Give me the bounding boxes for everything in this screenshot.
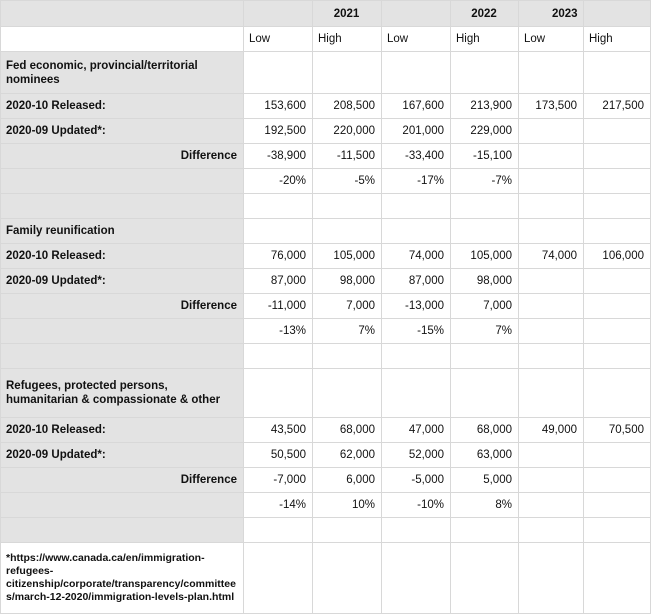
difference-value: 5,000 — [451, 468, 519, 493]
empty-cell — [313, 518, 382, 543]
percent-value: 8% — [451, 493, 519, 518]
empty-cell — [584, 219, 651, 244]
col-header: Low — [244, 27, 313, 52]
empty-cell — [519, 169, 584, 194]
percent-row — [1, 493, 651, 518]
released-value: 105,000 — [313, 244, 382, 269]
percent-value: -5% — [313, 169, 382, 194]
empty-cell — [382, 219, 451, 244]
section-title: Family reunification — [1, 219, 244, 244]
empty-cell — [313, 194, 382, 219]
empty-cell — [519, 344, 584, 369]
empty-cell — [584, 344, 651, 369]
empty-cell — [584, 493, 651, 518]
empty-cell — [313, 344, 382, 369]
difference-row — [1, 144, 651, 169]
empty-cell — [519, 518, 584, 543]
updated-value: 192,500 — [244, 119, 313, 144]
empty-cell — [584, 194, 651, 219]
updated-value: 220,000 — [313, 119, 382, 144]
difference-label: Difference — [1, 144, 244, 169]
low-high-row — [1, 27, 651, 52]
released-value: 74,000 — [382, 244, 451, 269]
released-value: 153,600 — [244, 94, 313, 119]
empty-cell — [519, 52, 584, 94]
released-row — [1, 418, 651, 443]
difference-value: -38,900 — [244, 144, 313, 169]
empty-cell — [382, 194, 451, 219]
released-value: 76,000 — [244, 244, 313, 269]
released-label: 2020-10 Released: — [1, 94, 244, 119]
percent-label — [1, 493, 244, 518]
released-value: 105,000 — [451, 244, 519, 269]
spacer-row — [1, 518, 651, 543]
released-value: 43,500 — [244, 418, 313, 443]
percent-row — [1, 319, 651, 344]
updated-value: 62,000 — [313, 443, 382, 468]
empty-cell — [519, 119, 584, 144]
subheader-label-cell — [1, 27, 244, 52]
empty-cell — [519, 219, 584, 244]
col-header: High — [584, 27, 651, 52]
released-value: 70,500 — [584, 418, 651, 443]
year-2023-label: 2023 — [552, 7, 578, 20]
empty-cell — [519, 543, 584, 614]
percent-value: -15% — [382, 319, 451, 344]
year-2022-low — [382, 1, 451, 27]
percent-label — [1, 319, 244, 344]
empty-cell — [519, 144, 584, 169]
section-title: Refugees, protected persons, humanitarian & compassionate & other — [1, 369, 244, 418]
empty-cell — [584, 369, 651, 418]
empty-cell — [313, 543, 382, 614]
empty-cell — [451, 52, 519, 94]
percent-row — [1, 169, 651, 194]
empty-cell — [584, 269, 651, 294]
spacer-label — [1, 344, 244, 369]
sections-body — [1, 52, 651, 543]
updated-value: 52,000 — [382, 443, 451, 468]
updated-value: 87,000 — [244, 269, 313, 294]
empty-cell — [451, 369, 519, 418]
col-header: High — [451, 27, 519, 52]
empty-cell — [451, 518, 519, 543]
section-title-row — [1, 369, 651, 418]
released-value: 106,000 — [584, 244, 651, 269]
released-value: 208,500 — [313, 94, 382, 119]
empty-cell — [584, 468, 651, 493]
spacer-row — [1, 344, 651, 369]
updated-value: 63,000 — [451, 443, 519, 468]
empty-cell — [244, 369, 313, 418]
updated-label: 2020-09 Updated*: — [1, 443, 244, 468]
released-label: 2020-10 Released: — [1, 244, 244, 269]
percent-value: -14% — [244, 493, 313, 518]
released-row — [1, 94, 651, 119]
empty-cell — [451, 543, 519, 614]
empty-cell — [244, 518, 313, 543]
empty-cell — [244, 194, 313, 219]
section-title-row — [1, 52, 651, 94]
section-title-row — [1, 219, 651, 244]
footnote-text: *https://www.canada.ca/en/immigration-refugees-citizenship/corporate/transparency/committees/march-12-2020/immigration-levels-plan.html — [1, 543, 244, 614]
empty-cell — [382, 369, 451, 418]
released-value: 74,000 — [519, 244, 584, 269]
difference-row — [1, 294, 651, 319]
released-value: 173,500 — [519, 94, 584, 119]
empty-cell — [584, 294, 651, 319]
empty-cell — [519, 468, 584, 493]
difference-value: -33,400 — [382, 144, 451, 169]
updated-value: 229,000 — [451, 119, 519, 144]
empty-cell — [382, 543, 451, 614]
empty-cell — [244, 219, 313, 244]
empty-cell — [519, 369, 584, 418]
difference-value: 7,000 — [451, 294, 519, 319]
empty-cell — [382, 518, 451, 543]
empty-cell — [519, 443, 584, 468]
spacer-row — [1, 194, 651, 219]
difference-value: -7,000 — [244, 468, 313, 493]
difference-row — [1, 468, 651, 493]
updated-value: 50,500 — [244, 443, 313, 468]
updated-label: 2020-09 Updated*: — [1, 269, 244, 294]
percent-value: 7% — [451, 319, 519, 344]
updated-row — [1, 443, 651, 468]
empty-cell — [313, 52, 382, 94]
difference-value: -15,100 — [451, 144, 519, 169]
released-label: 2020-10 Released: — [1, 418, 244, 443]
empty-cell — [519, 319, 584, 344]
released-row — [1, 244, 651, 269]
difference-label: Difference — [1, 294, 244, 319]
empty-cell — [313, 369, 382, 418]
empty-cell — [584, 119, 651, 144]
footnote-row — [1, 543, 651, 614]
col-header: Low — [382, 27, 451, 52]
updated-value: 87,000 — [382, 269, 451, 294]
empty-cell — [451, 344, 519, 369]
year-header-row — [1, 1, 651, 27]
empty-cell — [244, 543, 313, 614]
year-2023 — [552, 1, 651, 27]
empty-cell — [584, 518, 651, 543]
empty-cell — [519, 294, 584, 319]
percent-value: 7% — [313, 319, 382, 344]
percent-label — [1, 169, 244, 194]
percent-value: -10% — [382, 493, 451, 518]
updated-label: 2020-09 Updated*: — [1, 119, 244, 144]
empty-cell — [382, 344, 451, 369]
updated-value: 201,000 — [382, 119, 451, 144]
released-value: 47,000 — [382, 418, 451, 443]
empty-cell — [519, 269, 584, 294]
released-value: 68,000 — [451, 418, 519, 443]
section-title: Fed economic, provincial/territorial nominees — [1, 52, 244, 94]
difference-value: -5,000 — [382, 468, 451, 493]
difference-label: Difference — [1, 468, 244, 493]
empty-cell — [244, 344, 313, 369]
empty-cell — [451, 219, 519, 244]
col-header: Low — [519, 27, 584, 52]
updated-row — [1, 119, 651, 144]
empty-cell — [584, 144, 651, 169]
released-value: 49,000 — [519, 418, 584, 443]
empty-cell — [584, 543, 651, 614]
empty-cell — [584, 319, 651, 344]
empty-cell — [519, 194, 584, 219]
percent-value: -17% — [382, 169, 451, 194]
released-value: 68,000 — [313, 418, 382, 443]
difference-value: 6,000 — [313, 468, 382, 493]
empty-cell — [244, 52, 313, 94]
updated-value: 98,000 — [313, 269, 382, 294]
difference-value: -13,000 — [382, 294, 451, 319]
difference-value: -11,500 — [313, 144, 382, 169]
released-value: 217,500 — [584, 94, 651, 119]
percent-value: 10% — [313, 493, 382, 518]
difference-value: 7,000 — [313, 294, 382, 319]
empty-cell — [519, 493, 584, 518]
empty-cell — [313, 219, 382, 244]
spacer-label — [1, 194, 244, 219]
year-2021-low — [244, 1, 313, 27]
empty-cell — [451, 194, 519, 219]
spacer-label — [1, 518, 244, 543]
col-header: High — [313, 27, 382, 52]
released-value: 213,900 — [451, 94, 519, 119]
updated-value: 98,000 — [451, 269, 519, 294]
updated-row — [1, 269, 651, 294]
empty-cell — [584, 169, 651, 194]
corner-cell — [1, 1, 244, 27]
released-value: 167,600 — [382, 94, 451, 119]
percent-value: -20% — [244, 169, 313, 194]
year-2021: 2021 — [313, 1, 382, 27]
empty-cell — [584, 443, 651, 468]
difference-value: -11,000 — [244, 294, 313, 319]
percent-value: -7% — [451, 169, 519, 194]
empty-cell — [382, 52, 451, 94]
year-2022: 2022 — [451, 1, 519, 27]
percent-value: -13% — [244, 319, 313, 344]
empty-cell — [584, 52, 651, 94]
